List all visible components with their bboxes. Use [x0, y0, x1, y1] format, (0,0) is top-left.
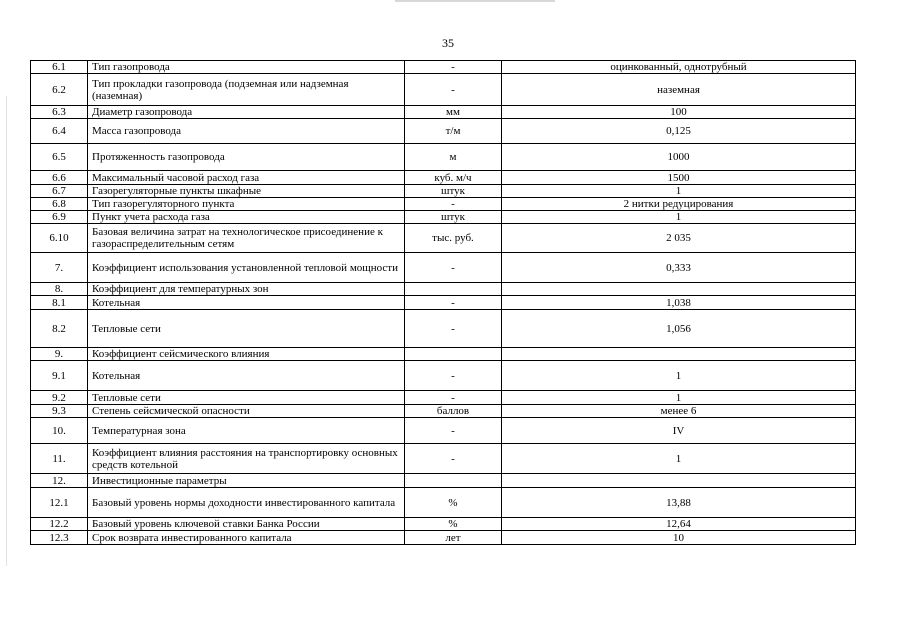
row-number: 6.8 — [31, 198, 88, 211]
parameters-table — [30, 60, 856, 545]
table-row — [31, 474, 856, 488]
unit: штук — [405, 211, 502, 224]
value: 100 — [502, 106, 856, 119]
parameter-name: Максимальный часовой расход газа — [88, 171, 405, 185]
parameter-name: Коэффициент сейсмического влияния — [88, 348, 405, 361]
row-number: 6.6 — [31, 171, 88, 185]
row-number: 12. — [31, 474, 88, 488]
row-number: 6.2 — [31, 74, 88, 106]
unit: штук — [405, 185, 502, 198]
table-row — [31, 531, 856, 545]
parameter-name: Базовый уровень ключевой ставки Банка России — [88, 518, 405, 531]
table-row — [31, 253, 856, 283]
table-row — [31, 418, 856, 444]
row-number: 9.3 — [31, 405, 88, 418]
table-row — [31, 518, 856, 531]
row-number: 12.3 — [31, 531, 88, 545]
value: 1 — [502, 185, 856, 198]
value — [502, 283, 856, 296]
parameter-name: Масса газопровода — [88, 119, 405, 144]
table-row — [31, 61, 856, 74]
table-row — [31, 74, 856, 106]
table-row — [31, 283, 856, 296]
value: 2 нитки редуцирования — [502, 198, 856, 211]
value: 1,038 — [502, 296, 856, 310]
unit — [405, 283, 502, 296]
unit: - — [405, 74, 502, 106]
row-number: 12.2 — [31, 518, 88, 531]
unit: % — [405, 518, 502, 531]
value: 1 — [502, 391, 856, 405]
row-number: 7. — [31, 253, 88, 283]
table-row — [31, 224, 856, 253]
parameter-name: Инвестиционные параметры — [88, 474, 405, 488]
table-row — [31, 488, 856, 518]
table-row — [31, 391, 856, 405]
unit: - — [405, 418, 502, 444]
parameter-name: Тип прокладки газопровода (подземная или надземная (наземная) — [88, 74, 405, 106]
value: 1 — [502, 211, 856, 224]
value: 1000 — [502, 144, 856, 171]
parameter-name: Газорегуляторные пункты шкафные — [88, 185, 405, 198]
table-row — [31, 211, 856, 224]
unit: куб. м/ч — [405, 171, 502, 185]
value: 0,333 — [502, 253, 856, 283]
unit: - — [405, 361, 502, 391]
unit: т/м — [405, 119, 502, 144]
unit: м — [405, 144, 502, 171]
unit: - — [405, 61, 502, 74]
row-number: 9.1 — [31, 361, 88, 391]
parameter-name: Срок возврата инвестированного капитала — [88, 531, 405, 545]
parameter-name: Базовый уровень нормы доходности инвестированного капитала — [88, 488, 405, 518]
value: наземная — [502, 74, 856, 106]
unit: % — [405, 488, 502, 518]
parameter-name: Протяженность газопровода — [88, 144, 405, 171]
parameter-name: Диаметр газопровода — [88, 106, 405, 119]
table-row — [31, 185, 856, 198]
row-number: 11. — [31, 444, 88, 474]
parameter-name: Котельная — [88, 361, 405, 391]
parameter-name: Тип газопровода — [88, 61, 405, 74]
value: менее 6 — [502, 405, 856, 418]
row-number: 8.2 — [31, 310, 88, 348]
row-number: 8.1 — [31, 296, 88, 310]
unit: лет — [405, 531, 502, 545]
value — [502, 474, 856, 488]
row-number: 9.2 — [31, 391, 88, 405]
row-number: 6.1 — [31, 61, 88, 74]
table-row — [31, 310, 856, 348]
scan-artifact — [395, 0, 555, 2]
table-row — [31, 348, 856, 361]
row-number: 6.9 — [31, 211, 88, 224]
table-row — [31, 361, 856, 391]
value: 10 — [502, 531, 856, 545]
value: 13,88 — [502, 488, 856, 518]
value: 1,056 — [502, 310, 856, 348]
row-number: 9. — [31, 348, 88, 361]
parameter-name: Пункт учета расхода газа — [88, 211, 405, 224]
row-number: 6.7 — [31, 185, 88, 198]
parameter-name: Тепловые сети — [88, 310, 405, 348]
table-row — [31, 171, 856, 185]
value: IV — [502, 418, 856, 444]
value: 12,64 — [502, 518, 856, 531]
row-number: 12.1 — [31, 488, 88, 518]
row-number: 8. — [31, 283, 88, 296]
page-number: 35 — [442, 36, 454, 50]
parameter-name: Температурная зона — [88, 418, 405, 444]
value: 1500 — [502, 171, 856, 185]
unit: баллов — [405, 405, 502, 418]
parameter-name: Тип газорегуляторного пункта — [88, 198, 405, 211]
value: 1 — [502, 361, 856, 391]
unit: тыс. руб. — [405, 224, 502, 253]
parameter-name: Степень сейсмической опасности — [88, 405, 405, 418]
table-row — [31, 198, 856, 211]
unit: мм — [405, 106, 502, 119]
row-number: 10. — [31, 418, 88, 444]
parameter-name: Котельная — [88, 296, 405, 310]
unit — [405, 348, 502, 361]
parameter-name: Коэффициент использования установленной тепловой мощности — [88, 253, 405, 283]
parameter-name: Базовая величина затрат на технологическое присоединение к газораспределительным сетям — [88, 224, 405, 253]
value: оцинкованный, однотрубный — [502, 61, 856, 74]
row-number: 6.5 — [31, 144, 88, 171]
parameter-name: Коэффициент для температурных зон — [88, 283, 405, 296]
row-number: 6.4 — [31, 119, 88, 144]
table-row — [31, 444, 856, 474]
row-number: 6.10 — [31, 224, 88, 253]
table-row — [31, 119, 856, 144]
unit: - — [405, 310, 502, 348]
parameter-name: Тепловые сети — [88, 391, 405, 405]
unit: - — [405, 296, 502, 310]
unit: - — [405, 198, 502, 211]
unit: - — [405, 444, 502, 474]
table-row — [31, 106, 856, 119]
value — [502, 348, 856, 361]
scan-edge-artifact — [6, 96, 7, 566]
table-row — [31, 405, 856, 418]
value: 2 035 — [502, 224, 856, 253]
value: 0,125 — [502, 119, 856, 144]
row-number: 6.3 — [31, 106, 88, 119]
table-row — [31, 296, 856, 310]
value: 1 — [502, 444, 856, 474]
parameter-name: Коэффициент влияния расстояния на транспортировку основных средств котельной — [88, 444, 405, 474]
unit: - — [405, 391, 502, 405]
table-row — [31, 144, 856, 171]
unit — [405, 474, 502, 488]
unit: - — [405, 253, 502, 283]
